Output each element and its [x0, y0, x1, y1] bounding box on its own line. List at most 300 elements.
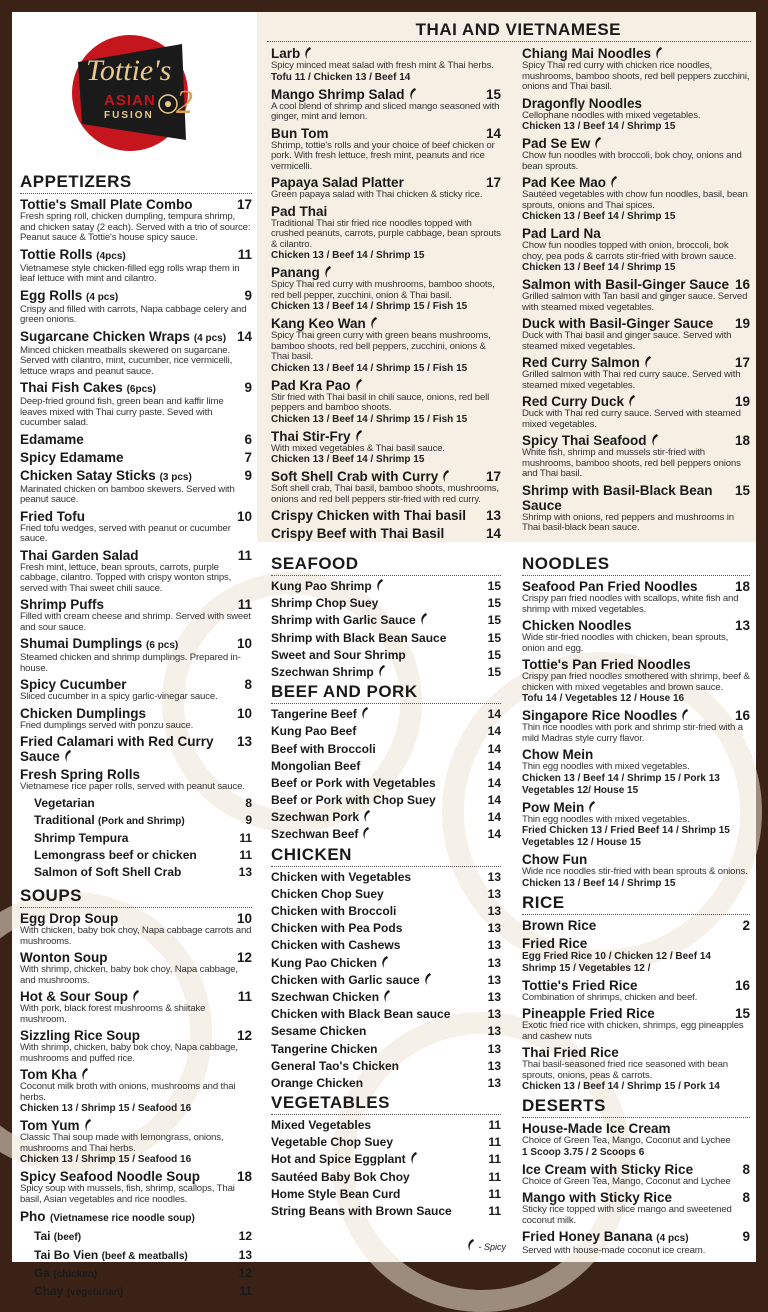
item-name: Mango with Sticky Rice [522, 1190, 673, 1205]
menu-item [522, 579, 750, 615]
item-price: 16 [734, 708, 750, 723]
menu-item [271, 175, 501, 201]
item-description: Wide rice noodles stir-fried with bean sprouts & onions. [522, 866, 748, 877]
item-name: Chicken Noodles [522, 618, 632, 633]
logo-asian-text: ASIAN [104, 92, 156, 109]
menu-item [522, 747, 750, 797]
item-name: House-Made Ice Cream [522, 1121, 671, 1136]
item-name: Edamame [20, 431, 84, 447]
menu-item [271, 1007, 501, 1022]
item-name: Ice Cream with Sticky Rice [522, 1161, 694, 1177]
item-description: With mixed vegetables & Thai basil sauce. [271, 442, 445, 454]
item-name: Red Curry Salmon [522, 355, 653, 370]
item-price: 12 [238, 1229, 252, 1244]
item-name: Pad Kee Mao [522, 175, 619, 190]
item-price: 13 [487, 1024, 501, 1039]
item-description: With shrimp, chicken, baby bok choy, Napa cabbage, and mushrooms. [20, 964, 238, 986]
item-name: Mongolian Beef [271, 758, 361, 773]
item-name: Vegetable Chop Suey [271, 1135, 394, 1150]
menu-item [271, 596, 501, 611]
item-name: Chicken with Cashews [271, 938, 401, 953]
chili-icon [681, 709, 690, 721]
menu-item [522, 483, 750, 534]
chili-icon [378, 665, 387, 677]
menu-page [12, 12, 756, 1298]
chili-icon [84, 1119, 93, 1131]
chili-icon [467, 1239, 476, 1251]
item-description: Combination of shrimps, chicken and beef. [522, 991, 698, 1003]
menu-item [20, 1028, 252, 1064]
menu-item [271, 316, 501, 375]
menu-item [20, 911, 252, 947]
item-name: Beef with Broccoli [271, 741, 376, 756]
item-price-variants: Tofu 11 / Chicken 13 / Beef 14 [271, 71, 411, 83]
menu-item [20, 989, 252, 1025]
item-price: 13 [485, 508, 501, 523]
item-price-variants: Fried Chicken 13 / Fried Beef 14 / Shrimp 15 [522, 825, 730, 836]
item-name: Beef or Pork with Vegetables [271, 775, 436, 790]
item-description: Vietnamese style chicken-filled egg rolls wrap them in leaf lettuce with mint and cilantro. [20, 262, 240, 284]
item-price: 11 [239, 830, 252, 845]
menu-item [271, 1204, 501, 1219]
item-price: 15 [487, 664, 501, 679]
logo-script-text: Tottie's [86, 54, 172, 87]
item-description: White fish, shrimp and mussels stir-fried with mushrooms, bamboo shoots, red bell peppers onions and Thai basil. [522, 447, 741, 479]
right-column [522, 554, 750, 1260]
chili-icon [370, 317, 379, 329]
item-price: 10 [236, 911, 252, 927]
menu-item [20, 636, 252, 674]
item-name: Vegetarian [34, 795, 95, 810]
menu-item [522, 852, 750, 890]
menu-item [522, 136, 750, 172]
item-name: Tai (beef) [34, 1229, 82, 1244]
menu-item [271, 793, 501, 808]
item-name: Salmon with Basil-Ginger Sauce [522, 277, 730, 292]
chili-icon [410, 1152, 419, 1164]
section-title-thai-vietnamese: THAI AND VIETNAMESE [267, 20, 751, 42]
item-name: Fried Tofu [20, 508, 85, 524]
item-name: Pad Kra Pao [271, 378, 364, 393]
menu-item [20, 950, 252, 986]
menu-item [20, 1248, 252, 1264]
menu-item [522, 657, 750, 705]
item-name: Thai Fried Rice [522, 1045, 619, 1060]
item-name: Szechwan Chicken [271, 990, 392, 1005]
chili-icon [363, 810, 372, 822]
item-name: Shrimp with Basil-Black Bean Sauce [522, 482, 713, 513]
item-note: (4 pcs) [193, 332, 227, 344]
menu-item [20, 706, 252, 732]
item-price: 13 [734, 618, 750, 633]
item-name: String Beans with Brown Sauce [271, 1204, 452, 1218]
item-price: 13 [487, 869, 501, 884]
item-price: 13 [487, 972, 501, 987]
item-price-variants: Chicken 13 / Shrimp 15 / Seafood 16 [20, 1103, 192, 1115]
menu-item [20, 197, 252, 244]
item-note: (4pcs) [96, 250, 126, 262]
chili-icon [424, 973, 433, 985]
item-price-variants: Chicken 13 / Beef 14 / Shrimp 15 / Pork 13 [522, 772, 720, 784]
restaurant-logo [64, 32, 196, 154]
menu-item [271, 887, 501, 902]
logo-number: 2 [176, 84, 193, 121]
item-price-variants: Chicken 13 / Beef 14 / Shrimp 15 [522, 121, 676, 132]
item-name: Chicken with Vegetables [271, 869, 412, 884]
item-name: Tom Kha [20, 1067, 90, 1082]
menu-item [271, 1059, 501, 1074]
item-price: 13 [238, 1247, 252, 1262]
item-price-variants: Vegetables 12 / House 15 [522, 837, 641, 848]
chili-icon [383, 990, 392, 1002]
item-description: Spicy Thai green curry with green beans mushrooms, bamboo shoots, red bell peppers, zucchini, onions & Thai basil. [271, 330, 491, 362]
item-name: Tangerine Chicken [271, 1041, 378, 1056]
item-name: Fresh Spring Rolls [20, 767, 141, 782]
item-price: 14 [236, 328, 252, 344]
item-name: Mixed Vegetables [271, 1118, 372, 1133]
item-name: Chow Fun [522, 852, 588, 867]
item-price: 15 [734, 482, 750, 498]
item-price-variants: Chicken 13 / Beef 14 / Shrimp 15 / Fish 15 [271, 362, 468, 374]
item-price: 8 [244, 677, 252, 692]
item-price: 9 [742, 1229, 750, 1244]
menu-item [271, 1076, 501, 1091]
item-description: With chicken, baby bok choy, Napa cabbage carrots and mushrooms. [20, 925, 252, 947]
menu-item [20, 1118, 252, 1166]
item-price: 19 [734, 394, 750, 409]
item-name: Thai Garden Salad [20, 547, 139, 563]
item-price: 14 [487, 810, 501, 825]
menu-item [522, 978, 750, 1004]
menu-item [20, 1284, 252, 1300]
chili-icon [610, 176, 619, 188]
menu-item [271, 973, 501, 988]
item-price: 13 [487, 904, 501, 918]
middle-column [271, 554, 501, 1221]
item-name: Szechwan Shrimp [271, 665, 387, 680]
menu-item [20, 450, 252, 465]
item-description: Duck with Thai red curry sauce. Served with steamed mixed vegetables. [522, 408, 741, 430]
item-name: Shrimp Chop Suey [271, 596, 379, 611]
item-description: A cool blend of shrimp and sliced mango seasoned with ginger, mint and lemon. [271, 100, 500, 122]
item-name: Crispy Chicken with Thai basil [271, 508, 467, 523]
item-name: Thai Fish Cakes (6pcs) [20, 380, 157, 395]
item-description: Shrimp with onions, red peppers and mushrooms in Thai basil-black bean sauce. [522, 511, 734, 533]
item-name: Beef or Pork with Chop Suey [271, 793, 436, 808]
chili-icon [381, 956, 390, 968]
menu-item [522, 433, 750, 480]
item-description: Chow fun noodles topped with onion, broccoli, bok choy, pea pods & carrots stir-fried with brown sauce. [522, 240, 737, 262]
menu-item [271, 631, 501, 646]
menu-item [271, 742, 501, 757]
item-name: Shumai Dumplings (6 pcs) [20, 636, 179, 651]
item-price: 8 [742, 1190, 750, 1205]
menu-item [271, 87, 501, 123]
item-price-variants: Shrimp 15 / Vegetables 12 / [522, 962, 651, 974]
item-name: Fried Calamari with Red Curry Sauce [20, 734, 214, 764]
item-price-variants: Chicken 13 / Beef 14 / Shrimp 15 / Pork 14 [522, 1081, 720, 1092]
menu-item [522, 1162, 750, 1188]
item-price: 14 [487, 741, 501, 756]
item-name: General Tao's Chicken [271, 1058, 400, 1073]
menu-item [271, 265, 501, 313]
item-name: Salmon of Soft Shell Crab [34, 865, 182, 880]
item-note: (3 pcs) [159, 471, 192, 483]
chili-icon [362, 827, 371, 839]
menu-item [271, 921, 501, 936]
item-price: 11 [488, 1186, 501, 1201]
item-note: (Vietnamese rice noodle soup) [49, 1213, 195, 1225]
item-note: (beef & meatballs) [101, 1250, 188, 1262]
item-description: Crispy and filled with carrots, Napa cabbage celery and green onions. [20, 303, 247, 325]
item-name: Panang [271, 265, 333, 280]
item-price: 14 [485, 125, 501, 141]
menu-item [271, 378, 501, 426]
chili-icon [355, 379, 364, 391]
item-description: Exotic fried rice with chicken, shrimps, egg pineapples and cashew nuts [522, 1020, 744, 1042]
item-description: Fresh spring roll, chicken dumpling, tempura shrimp, and chicken satay (2 each). Served with a trio of source: Peanut sauce & Tottie's house spicy sauce. [20, 211, 251, 243]
item-price: 18 [236, 1169, 252, 1185]
menu-item [20, 468, 252, 506]
item-price: 12 [238, 1265, 252, 1280]
item-price: 9 [244, 287, 252, 303]
item-price: 13 [487, 921, 501, 936]
section-title-soups: SOUPS [20, 886, 252, 908]
item-name: Brown Rice [522, 917, 597, 933]
item-description: Traditional Thai stir fried rice noodles topped with crushed peanuts, carrots, purple cabbage, bean sprouts & cilantro. [271, 217, 501, 250]
item-description: Chow fun noodles with broccoli, bok choy, onions and bean sprouts. [522, 150, 742, 172]
item-name: Dragonfly Noodles [522, 95, 643, 111]
menu-item [271, 665, 501, 680]
item-price: 16 [734, 977, 750, 993]
menu-item [20, 548, 252, 595]
item-price: 13 [236, 734, 252, 749]
item-description: Classic Thai soup made with lemongrass, onions, mushrooms and Thai herbs. [20, 1132, 224, 1154]
section-title-noodles: NOODLES [522, 554, 750, 576]
item-price: 19 [734, 316, 750, 331]
menu-item [522, 708, 750, 744]
item-description: Thin rice noodles with pork and shrimp stir-fried with a mild Madras style curry flavor. [522, 722, 743, 744]
item-price: 14 [487, 724, 501, 739]
item-price: 11 [239, 1284, 252, 1298]
item-name: Spicy Seafood Noodle Soup [20, 1169, 201, 1185]
item-description: Sticky rice topped with slice mango and sweetened coconut milk. [522, 1204, 732, 1226]
menu-item [522, 226, 750, 274]
item-price: 14 [487, 707, 501, 722]
item-description: Minced chicken meatballs skewered on sugarcane. Served with cilantro, mint, cucumber, rice vermicelli, lettuce wraps and peanut sauce. [20, 344, 233, 377]
item-name: Egg Drop Soup [20, 911, 119, 927]
item-price: 13 [487, 938, 501, 953]
item-price: 8 [245, 795, 252, 810]
menu-item [271, 1187, 501, 1202]
menu-item [522, 618, 750, 654]
item-price: 17 [485, 175, 501, 190]
legend-label: - Spicy [478, 1242, 506, 1252]
item-price: 15 [487, 613, 501, 628]
item-price-variants: Chicken 13 / Beef 14 / Shrimp 15 / Fish 15 [271, 413, 468, 425]
item-price: 13 [487, 989, 501, 1004]
item-price: 16 [734, 277, 750, 292]
chili-icon [64, 750, 73, 762]
item-name: Tai Bo Vien (beef & meatballs) [34, 1247, 188, 1262]
left-column [20, 172, 252, 1302]
menu-item [20, 509, 252, 545]
item-price: 15 [487, 647, 501, 662]
item-name: Kang Keo Wan [271, 316, 379, 331]
item-price-variants: Vegetables 12/ House 15 [522, 784, 639, 796]
menu-item [271, 579, 501, 594]
item-description: Vietnamese rice paper rolls, served with peanut sauce. [20, 781, 245, 792]
item-price: 7 [244, 449, 252, 465]
menu-item [522, 1190, 750, 1226]
chili-icon [588, 801, 597, 813]
item-price: 9 [244, 380, 252, 395]
menu-item [522, 96, 750, 134]
menu-item [271, 1118, 501, 1133]
menu-item [20, 1169, 252, 1205]
item-name: Tangerine Beef [271, 707, 370, 722]
chili-icon [324, 266, 333, 278]
item-note: (6pcs) [126, 384, 157, 395]
item-name: Spicy Thai Seafood [522, 433, 660, 448]
menu-item [522, 46, 750, 93]
item-name: Szechwan Beef [271, 827, 371, 842]
menu-item [20, 1067, 252, 1115]
item-name: Pineapple Fried Rice [522, 1006, 655, 1021]
menu-item [20, 813, 252, 829]
menu-item [20, 329, 252, 378]
item-price-variants: Chicken 13 / Beef 14 / Shrimp 15 [522, 211, 676, 222]
item-description: Thai basil-seasoned fried rice seasoned with bean sprouts, onions, peas & carrots. [522, 1059, 728, 1081]
chili-icon [651, 434, 660, 446]
item-description: Wide stir-fried noodles with chicken, bean sprouts, onion and egg. [522, 632, 729, 654]
item-name: Sizzling Rice Soup [20, 1028, 141, 1044]
menu-item [271, 1135, 501, 1150]
item-price: 18 [734, 579, 750, 594]
item-description: Deep-fried ground fish, green bean and kaffir lime leaves mixed with Thai curry paste. Seved with cucumber salad. [20, 396, 224, 428]
item-price: 11 [488, 1135, 501, 1150]
menu-item [20, 796, 252, 811]
item-name: Fried Honey Banana (4 pcs) [522, 1229, 689, 1244]
item-price: 11 [237, 547, 252, 563]
menu-item [271, 870, 501, 885]
thai-vietnamese-column-2 [522, 46, 750, 537]
item-name: Chicken with Pea Pods [271, 921, 403, 936]
section-title-appetizers: APPETIZERS [20, 172, 252, 194]
item-name: Pad Se Ew [522, 136, 603, 151]
item-note: (4 pcs) [656, 1233, 689, 1244]
item-description: Stir fried with Thai basil in chili sauce, onions, red bell peppers and bamboo shoots. [271, 391, 490, 413]
chili-icon [361, 707, 370, 719]
menu-item [522, 1006, 750, 1042]
item-name: Chicken with Broccoli [271, 904, 397, 918]
item-price: 15 [487, 579, 501, 593]
item-price: 13 [487, 955, 501, 970]
section-title-vegetables: VEGETABLES [271, 1093, 501, 1115]
item-price: 11 [488, 1204, 501, 1218]
menu-item [271, 810, 501, 825]
item-name: Tom Yum [20, 1118, 93, 1133]
item-price: 12 [236, 950, 252, 966]
item-name: Mango Shrimp Salad [271, 87, 418, 102]
item-name: Chicken Chop Suey [271, 886, 384, 901]
item-price-variants: Chicken 13 / Beef 14 / Shrimp 15 [522, 877, 676, 889]
item-price: 11 [239, 848, 252, 863]
item-description: Soft shell crab, Thai basil, bamboo shoots, mushrooms, onions and red bell peppers stir-fried with red curry. [271, 483, 499, 505]
item-description: Fried tofu wedges, served with peanut or cucumber sauce. [20, 522, 231, 544]
item-price-variants: Chicken 13 / Beef 14 / Shrimp 15 [271, 250, 425, 261]
chili-icon [376, 579, 385, 591]
menu-item [271, 1152, 501, 1167]
item-description: Served with house-made coconut ice cream. [522, 1245, 706, 1256]
item-price: 15 [487, 630, 501, 645]
chili-icon [420, 613, 429, 625]
item-description: Thin egg noodles with mixed vegetables. [522, 761, 690, 772]
menu-item [522, 394, 750, 430]
menu-item [522, 175, 750, 223]
item-note: (4 pcs) [86, 291, 119, 303]
section-title-deserts: DESERTS [522, 1096, 750, 1118]
item-name: Kung Pao Beef [271, 724, 357, 739]
item-description: Fresh mint, lettuce, bean sprouts, carrots, purple cabbage, cilantro. Topped with crispy wonton strips, served with Thai sweet chili sauce. [20, 561, 232, 594]
item-name: Shrimp Puffs [20, 597, 105, 612]
item-price: 2 [742, 917, 750, 933]
item-price: 10 [236, 636, 252, 651]
menu-item [271, 707, 501, 722]
item-name: Crispy Beef with Thai Basil [271, 526, 445, 541]
item-description: With pork, black forest mushrooms & shiitake mushroom. [20, 1003, 206, 1025]
item-price-variants: Chicken 13 / Beef 14 / Shrimp 15 [271, 454, 425, 465]
item-name: Tottie's Small Plate Combo [20, 197, 193, 212]
item-price: 15 [734, 1006, 750, 1021]
item-name: Sesame Chicken [271, 1024, 367, 1039]
item-name: Soft Shell Crab with Curry [271, 469, 451, 484]
item-price: 14 [487, 793, 501, 808]
menu-item [271, 508, 501, 523]
item-name: Sautéed Baby Bok Choy [271, 1169, 410, 1184]
menu-item [271, 526, 501, 541]
item-price: 11 [488, 1118, 501, 1133]
item-description: Spicy Thai red curry with mushrooms, bamboo shoots, red bell pepper, zucchini, onion & Thai basil. [271, 279, 495, 301]
menu-item [271, 956, 501, 971]
menu-item: Pho (Vietnamese rice noodle soup) [20, 1209, 195, 1225]
item-name: Tottie's Pan Fried Noodles [522, 657, 691, 672]
item-description: Sliced cucumber in a spicy garlic-vinegar sauce. [20, 691, 218, 702]
item-name: Tottie's Fried Rice [522, 977, 638, 993]
logo-fusion-text: FUSION [104, 110, 154, 121]
item-name: Sweet and Sour Shrimp [271, 647, 406, 662]
item-name: Hot & Sour Soup [20, 989, 141, 1004]
menu-item [522, 277, 750, 313]
item-name: Singapore Rice Noodles [522, 708, 690, 723]
item-name: Lemongrass beef or chicken [34, 848, 197, 863]
item-price: 17 [734, 355, 750, 370]
menu-item [20, 848, 252, 863]
menu-item [522, 918, 750, 933]
menu-item [271, 46, 501, 84]
item-name: Kung Pao Chicken [271, 956, 390, 971]
item-description: With shrimp, chicken, baby bok choy, Napa cabbage, mushrooms and puffed rice. [20, 1042, 238, 1064]
item-name: Szechwan Pork [271, 810, 372, 825]
menu-item [20, 734, 252, 764]
item-description: Spicy soup with mussels, fish, shrimp, scallops, Thai basil, Asian vegetables and rice noodles. [20, 1183, 235, 1205]
menu-item [271, 938, 501, 953]
item-description: Steamed chicken and shrimp dumplings. Prepared in-house. [20, 652, 241, 674]
item-price: 14 [487, 775, 501, 790]
item-name: Home Style Bean Curd [271, 1186, 401, 1201]
item-name: Traditional (Pork and Shrimp) [34, 812, 185, 827]
menu-item [271, 1042, 501, 1057]
